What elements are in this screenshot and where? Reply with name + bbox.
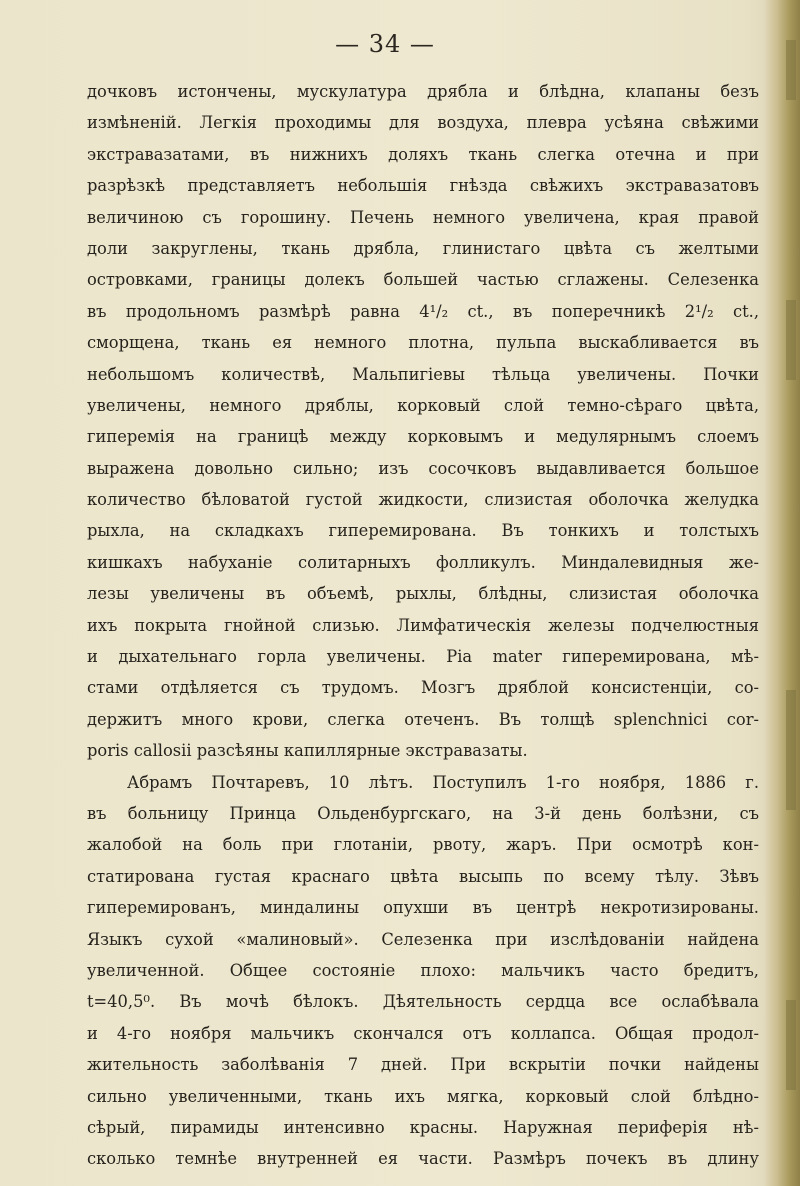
text-line: ихъ покрыта гнойной слизью. Лимфатическія железы подчелюстныя	[87, 615, 759, 635]
text-line: сѣрый, пирамиды интенсивно красны. Наружная периферія нѣ-	[87, 1117, 759, 1137]
page-body-text	[87, 76, 759, 1175]
text-line: увеличенной. Общее состояніе плохо: мальчикъ часто бредитъ,	[87, 960, 759, 980]
text-line: держитъ много крови, слегка отеченъ. Въ толщѣ splenchnici cor-	[87, 709, 759, 729]
text-line: величиною съ горошину. Печень немного увеличена, края правой	[87, 207, 759, 227]
text-line: въ больницу Принца Ольденбургскаго, на 3-й день болѣзни, съ	[87, 803, 759, 823]
text-line: доли закруглены, ткань дрябла, глинистаго цвѣта съ желтыми	[87, 238, 759, 258]
text-line: жалобой на боль при глотаніи, рвоту, жаръ. При осмотрѣ кон-	[87, 835, 759, 855]
edge-stain	[786, 690, 796, 810]
text-line: лезы увеличены въ объемѣ, рыхлы, блѣдны, слизистая оболочка	[87, 584, 759, 604]
text-line: количество бѣловатой густой жидкости, слизистая оболочка желудка	[87, 490, 759, 510]
text-line: разрѣзкѣ представляетъ небольшія гнѣзда свѣжихъ экстравазатовъ	[87, 176, 759, 196]
text-line: poris callosii разсѣяны капиллярные экстравазаты.	[87, 741, 528, 761]
text-line: рыхла, на складкахъ гиперемирована. Въ тонкихъ и толстыхъ	[87, 521, 759, 541]
text-line: сколько темнѣе внутренней ея части. Размѣръ почекъ въ длину	[87, 1149, 759, 1169]
text-line: жительность заболѣванія 7 дней. При вскрытіи почки найдены	[87, 1055, 759, 1075]
edge-stain	[786, 300, 796, 380]
text-line: t=40,5⁰. Въ мочѣ бѣлокъ. Дѣятельность сердца все ослабѣвала	[87, 992, 759, 1012]
text-line: и 4-го ноября мальчикъ скончался отъ коллапса. Общая продол-	[87, 1023, 759, 1043]
text-line: стами отдѣляется съ трудомъ. Мозгъ дряблой консистенціи, со-	[87, 678, 759, 698]
text-line: сморщена, ткань ея немного плотна, пульпа выскабливается въ	[87, 333, 759, 353]
text-line: въ продольномъ размѣрѣ равна 4¹/₂ ct., въ поперечникѣ 2¹/₂ ct.,	[87, 301, 759, 321]
text-line: статирована густая краснаго цвѣта высыпь по всему тѣлу. Зѣвъ	[87, 866, 759, 886]
text-line: Абрамъ Почтаревъ, 10 лѣтъ. Поступилъ 1-го ноября, 1886 г.	[127, 772, 759, 792]
text-line: островками, границы долекъ большей частью сглажены. Селезенка	[87, 270, 759, 290]
edge-stain	[786, 40, 796, 100]
page-edge-shadow	[764, 0, 800, 1186]
text-line: сильно увеличенными, ткань ихъ мягка, корковый слой блѣдно-	[87, 1086, 759, 1106]
text-line: измѣненій. Легкія проходимы для воздуха, плевра усѣяна свѣжими	[87, 113, 759, 133]
text-line: дочковъ истончены, мускулатура дрябла и блѣдна, клапаны безъ	[87, 82, 759, 101]
text-line: и дыхательнаго горла увеличены. Pia mater гиперемирована, мѣ-	[87, 647, 759, 667]
text-line: увеличены, немного дряблы, корковый слой темно-сѣраго цвѣта,	[87, 395, 759, 415]
text-line: небольшомъ количествѣ, Мальпигіевы тѣльца увеличены. Почки	[87, 364, 759, 384]
text-line: выражена довольно сильно; изъ сосочковъ выдавливается большое	[87, 458, 759, 478]
text-line: экстравазатами, въ нижнихъ доляхъ ткань слегка отечна и при	[87, 144, 759, 164]
text-line: гиперемированъ, миндалины опухши въ центрѣ некротизированы.	[87, 898, 759, 918]
text-line: Языкъ сухой «малиновый». Селезенка при изслѣдованіи найдена	[87, 929, 759, 949]
edge-stain	[786, 1000, 796, 1090]
text-line: гиперемія на границѣ между корковымъ и медулярнымъ слоемъ	[87, 427, 759, 447]
page-number-header: — 34 —	[335, 30, 435, 58]
text-line: кишкахъ набуханіе солитарныхъ фолликулъ. Миндалевидныя же-	[87, 552, 759, 572]
